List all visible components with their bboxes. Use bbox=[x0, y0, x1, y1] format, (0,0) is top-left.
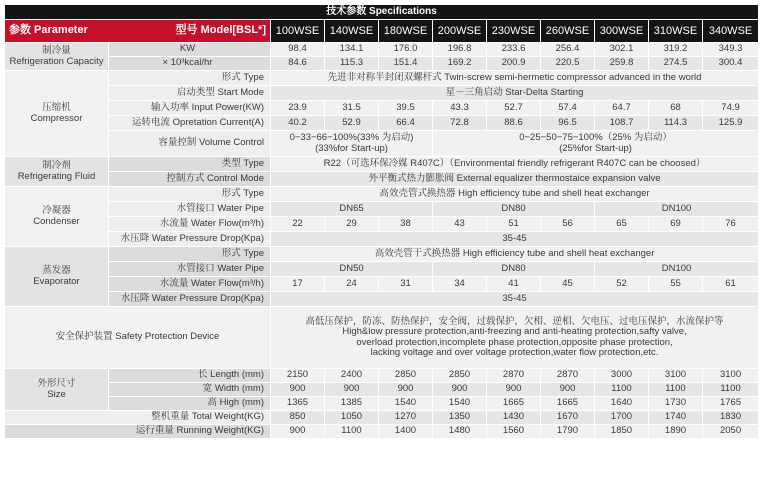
cell: 23.9 bbox=[271, 101, 325, 116]
cell: 先进非对称半封闭双螺杆式 Twin-screw semi-hermetic compressor advanced in the world bbox=[271, 71, 759, 86]
cell: 55 bbox=[649, 277, 703, 292]
cell: 2870 bbox=[487, 369, 541, 383]
row-label: 宽 Width (mm) bbox=[109, 383, 271, 397]
cell: 45 bbox=[541, 277, 595, 292]
cell: 176.0 bbox=[379, 43, 433, 57]
cell: 64.7 bbox=[595, 101, 649, 116]
safety-line: lacking voltage and over voltage protection,water flow protection,etc. bbox=[370, 347, 659, 358]
cell: 38 bbox=[379, 217, 433, 232]
cell: 900 bbox=[271, 383, 325, 397]
specifications-table bbox=[4, 4, 759, 439]
cell: 高效壳管干式换热器 High efficiency tube and shell heat exchanger bbox=[271, 247, 759, 262]
cell: 1270 bbox=[379, 411, 433, 425]
cell: 3100 bbox=[649, 369, 703, 383]
row-label: 输入功率 Input Power(KW) bbox=[109, 101, 271, 116]
cell: 1100 bbox=[325, 425, 379, 439]
table-title: 技术参数 Specifications bbox=[5, 5, 759, 20]
category-refrigeration-capacity bbox=[5, 43, 109, 71]
row-label: 形式 Type bbox=[109, 247, 271, 262]
cell: 34 bbox=[433, 277, 487, 292]
cell: 35-45 bbox=[271, 232, 759, 247]
category-cn: 制冷剂 bbox=[42, 160, 71, 171]
cell: 1560 bbox=[487, 425, 541, 439]
cell: 900 bbox=[325, 383, 379, 397]
cell: 1480 bbox=[433, 425, 487, 439]
row-label: 形式 Type bbox=[109, 187, 271, 202]
cell: 196.8 bbox=[433, 43, 487, 57]
table-row bbox=[5, 57, 759, 71]
cell-line: (25%for Start-up) bbox=[559, 142, 632, 154]
cell: 1730 bbox=[649, 397, 703, 411]
row-label: 控制方式 Control Mode bbox=[109, 172, 271, 187]
category-cn: 压缩机 bbox=[42, 102, 71, 113]
cell: 22 bbox=[271, 217, 325, 232]
category-en: Refrigerating Fluid bbox=[17, 170, 96, 182]
table-row bbox=[5, 292, 759, 307]
model-label: 型号 Model[BSL*] bbox=[175, 24, 266, 36]
model-header: 230WSE bbox=[487, 20, 541, 43]
cell: 300.4 bbox=[703, 57, 759, 71]
cell: 1350 bbox=[433, 411, 487, 425]
table-row bbox=[5, 187, 759, 202]
cell: 1100 bbox=[595, 383, 649, 397]
row-label: KW bbox=[109, 43, 271, 57]
cell: 52.9 bbox=[325, 116, 379, 131]
safety-label: 安全保护装置 Safety Protection Device bbox=[5, 307, 271, 369]
cell: 56 bbox=[541, 217, 595, 232]
category-refrigerant bbox=[5, 157, 109, 187]
cell: DN80 bbox=[433, 262, 595, 277]
category-en: Compressor bbox=[30, 112, 83, 124]
row-label: 水管接口 Water Pipe bbox=[109, 202, 271, 217]
category-en: Evaporator bbox=[33, 275, 80, 287]
table-row bbox=[5, 157, 759, 172]
category-cn: 蒸发器 bbox=[42, 265, 71, 276]
table-row bbox=[5, 247, 759, 262]
table-row bbox=[5, 217, 759, 232]
cell: 31 bbox=[379, 277, 433, 292]
cell: 2870 bbox=[541, 369, 595, 383]
cell: 1740 bbox=[649, 411, 703, 425]
cell: 108.7 bbox=[595, 116, 649, 131]
cell: 31.5 bbox=[325, 101, 379, 116]
category-evaporator bbox=[5, 247, 109, 307]
cell: 1540 bbox=[379, 397, 433, 411]
category-cn: 外形尺寸 bbox=[37, 378, 76, 389]
cell: 52 bbox=[595, 277, 649, 292]
table-row bbox=[5, 172, 759, 187]
cell: 88.6 bbox=[487, 116, 541, 131]
cell: 850 bbox=[271, 411, 325, 425]
model-header: 310WSE bbox=[649, 20, 703, 43]
cell: DN65 bbox=[271, 202, 433, 217]
cell: 233.6 bbox=[487, 43, 541, 57]
cell: 1430 bbox=[487, 411, 541, 425]
cell: 2850 bbox=[379, 369, 433, 383]
model-header: 200WSE bbox=[433, 20, 487, 43]
cell: 1700 bbox=[595, 411, 649, 425]
cell: 200.9 bbox=[487, 57, 541, 71]
safety-line: High&low pressure protection,anti-freezing and anti-heating protection,safty valve, bbox=[342, 326, 687, 337]
cell: 900 bbox=[433, 383, 487, 397]
cell: DN80 bbox=[433, 202, 595, 217]
category-en: Condenser bbox=[33, 215, 80, 227]
safety-line: overload protection,incomplete phase protection,opposite phase protection, bbox=[356, 336, 673, 348]
cell: 1665 bbox=[487, 397, 541, 411]
cell bbox=[271, 131, 433, 157]
row-label: 运转电流 Opretation Current(A) bbox=[109, 116, 271, 131]
cell: 302.1 bbox=[595, 43, 649, 57]
param-label: 参数 Parameter bbox=[9, 24, 88, 36]
cell: 98.4 bbox=[271, 43, 325, 57]
cell: 900 bbox=[379, 383, 433, 397]
cell: 76 bbox=[703, 217, 759, 232]
table-row bbox=[5, 71, 759, 86]
table-row bbox=[5, 277, 759, 292]
cell: 1100 bbox=[703, 383, 759, 397]
cell: 1665 bbox=[541, 397, 595, 411]
cell: 68 bbox=[649, 101, 703, 116]
cell: 1385 bbox=[325, 397, 379, 411]
category-size bbox=[5, 369, 109, 411]
cell: 2150 bbox=[271, 369, 325, 383]
cell: 1050 bbox=[325, 411, 379, 425]
cell: 66.4 bbox=[379, 116, 433, 131]
row-label: 整机重量 Total Weight(KG) bbox=[5, 411, 271, 425]
model-header: 180WSE bbox=[379, 20, 433, 43]
cell: 1850 bbox=[595, 425, 649, 439]
row-label: 水流量 Water Flow(m³/h) bbox=[109, 277, 271, 292]
cell: 43.3 bbox=[433, 101, 487, 116]
cell: 3100 bbox=[703, 369, 759, 383]
cell: R22（可选环保冷媒 R407C）（Environmental friendly refrigerant R407C can be choosed） bbox=[271, 157, 759, 172]
cell: 外平衡式热力膨胀阀 External equalizer thermostaice expansion valve bbox=[271, 172, 759, 187]
cell: 900 bbox=[487, 383, 541, 397]
cell: 星－三角启动 Star-Delta Starting bbox=[271, 86, 759, 101]
table-row bbox=[5, 307, 759, 369]
table-row bbox=[5, 369, 759, 383]
cell: 96.5 bbox=[541, 116, 595, 131]
cell: 74.9 bbox=[703, 101, 759, 116]
cell: 151.4 bbox=[379, 57, 433, 71]
cell: 1640 bbox=[595, 397, 649, 411]
row-label: 水压降 Water Pressure Drop(Kpa) bbox=[109, 232, 271, 247]
row-label: 容量控制 Volume Control bbox=[109, 131, 271, 157]
model-header: 300WSE bbox=[595, 20, 649, 43]
cell: 2850 bbox=[433, 369, 487, 383]
cell: 134.1 bbox=[325, 43, 379, 57]
row-label: 启动类型 Start Mode bbox=[109, 86, 271, 101]
row-label: 水管接口 Water Pipe bbox=[109, 262, 271, 277]
cell: DN100 bbox=[595, 262, 759, 277]
cell: DN50 bbox=[271, 262, 433, 277]
cell: 1830 bbox=[703, 411, 759, 425]
table-row bbox=[5, 397, 759, 411]
cell: 1540 bbox=[433, 397, 487, 411]
cell bbox=[433, 131, 759, 157]
cell: 43 bbox=[433, 217, 487, 232]
cell: 84.6 bbox=[271, 57, 325, 71]
cell: 2050 bbox=[703, 425, 759, 439]
cell: 72.8 bbox=[433, 116, 487, 131]
table-row bbox=[5, 425, 759, 439]
cell: 114.3 bbox=[649, 116, 703, 131]
cell: 17 bbox=[271, 277, 325, 292]
cell-line: (33%for Start-up) bbox=[315, 142, 388, 154]
model-header: 260WSE bbox=[541, 20, 595, 43]
row-label: × 10³kcal/hr bbox=[109, 57, 271, 71]
cell: 29 bbox=[325, 217, 379, 232]
model-header: 100WSE bbox=[271, 20, 325, 43]
table-row bbox=[5, 383, 759, 397]
cell: 65 bbox=[595, 217, 649, 232]
cell: DN100 bbox=[595, 202, 759, 217]
cell: 41 bbox=[487, 277, 541, 292]
table-row bbox=[5, 43, 759, 57]
cell: 69 bbox=[649, 217, 703, 232]
cell: 1365 bbox=[271, 397, 325, 411]
cell: 169.2 bbox=[433, 57, 487, 71]
cell: 115.3 bbox=[325, 57, 379, 71]
cell: 1400 bbox=[379, 425, 433, 439]
cell: 52.7 bbox=[487, 101, 541, 116]
cell: 125.9 bbox=[703, 116, 759, 131]
cell: 349.3 bbox=[703, 43, 759, 57]
table-row bbox=[5, 262, 759, 277]
param-model-header bbox=[5, 20, 271, 43]
cell-line: 0−33−66−100%(33% 为启动) bbox=[289, 132, 414, 143]
table-row bbox=[5, 202, 759, 217]
cell-line: 0−25−50−75−100%（25% 为启动） bbox=[519, 132, 672, 143]
model-header: 140WSE bbox=[325, 20, 379, 43]
cell: 51 bbox=[487, 217, 541, 232]
category-compressor bbox=[5, 71, 109, 157]
cell: 39.5 bbox=[379, 101, 433, 116]
row-label: 形式 Type bbox=[109, 71, 271, 86]
cell: 900 bbox=[541, 383, 595, 397]
cell: 1670 bbox=[541, 411, 595, 425]
table-row bbox=[5, 116, 759, 131]
model-header: 340WSE bbox=[703, 20, 759, 43]
table-row bbox=[5, 232, 759, 247]
cell: 259.8 bbox=[595, 57, 649, 71]
category-cn: 冷凝器 bbox=[42, 205, 71, 216]
table-row bbox=[5, 131, 759, 157]
cell: 61 bbox=[703, 277, 759, 292]
cell: 220.5 bbox=[541, 57, 595, 71]
category-condenser bbox=[5, 187, 109, 247]
row-label: 类型 Type bbox=[109, 157, 271, 172]
row-label: 高 High (mm) bbox=[109, 397, 271, 411]
cell: 1100 bbox=[649, 383, 703, 397]
cell: 24 bbox=[325, 277, 379, 292]
table-row bbox=[5, 86, 759, 101]
cell: 40.2 bbox=[271, 116, 325, 131]
cell: 274.5 bbox=[649, 57, 703, 71]
category-en: Refrigeration Capacity bbox=[9, 55, 104, 67]
cell: 900 bbox=[271, 425, 325, 439]
cell: 高效壳管式换热器 High efficiency tube and shell heat exchanger bbox=[271, 187, 759, 202]
cell: 57.4 bbox=[541, 101, 595, 116]
cell: 35-45 bbox=[271, 292, 759, 307]
cell: 1890 bbox=[649, 425, 703, 439]
safety-line: 高低压保护，防冻、防热保护，安全阀，过载保护，欠相、逆相、欠电压、过电压保护，水流保护等 bbox=[305, 315, 724, 327]
cell: 319.2 bbox=[649, 43, 703, 57]
cell: 2400 bbox=[325, 369, 379, 383]
row-label: 水流量 Water Flow(m³/h) bbox=[109, 217, 271, 232]
category-en: Size bbox=[47, 388, 66, 400]
cell: 1765 bbox=[703, 397, 759, 411]
row-label: 水压降 Water Pressure Drop(Kpa) bbox=[109, 292, 271, 307]
table-row bbox=[5, 411, 759, 425]
cell: 3000 bbox=[595, 369, 649, 383]
row-label: 长 Length (mm) bbox=[109, 369, 271, 383]
category-cn: 制冷量 bbox=[42, 45, 71, 56]
safety-description bbox=[271, 307, 759, 369]
row-label: 运行重量 Running Weight(KG) bbox=[5, 425, 271, 439]
table-row bbox=[5, 101, 759, 116]
cell: 256.4 bbox=[541, 43, 595, 57]
cell: 1790 bbox=[541, 425, 595, 439]
